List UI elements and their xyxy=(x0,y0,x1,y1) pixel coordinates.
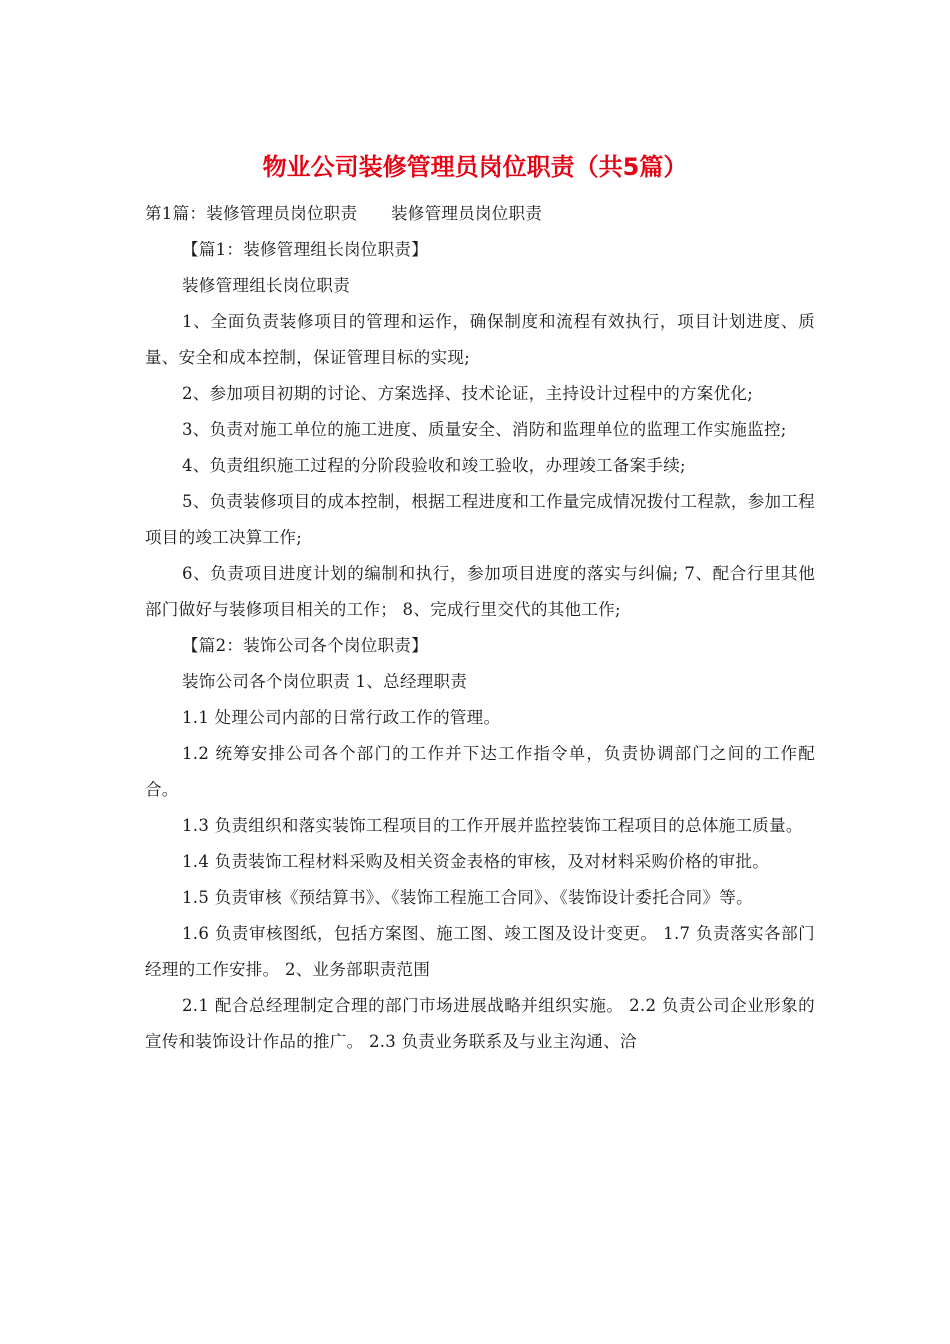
paragraph: 装修管理组长岗位职责 xyxy=(182,276,350,295)
paragraph: 1.3 负责组织和落实装饰工程项目的工作开展并监控装饰工程项目的总体施工质量。 xyxy=(182,816,803,835)
paragraph-heading: 【篇2：装饰公司各个岗位职责】 xyxy=(182,636,428,655)
paragraph: 1、全面负责装修项目的管理和运作，确保制度和流程有效执行，项目计划进度、质量、安全和成本控制，保证管理目标的实现; xyxy=(145,312,815,367)
paragraph: 第1篇：装修管理员岗位职责 装修管理员岗位职责 xyxy=(145,204,543,223)
paragraph: 6、负责项目进度计划的编制和执行，参加项目进度的落实与纠偏; 7、配合行里其他部门做好与装修项目相关的工作； 8、完成行里交代的其他工作; xyxy=(145,564,815,619)
paragraph: 1.2 统筹安排公司各个部门的工作并下达工作指令单，负责协调部门之间的工作配合。 xyxy=(145,744,815,799)
paragraph: 装饰公司各个岗位职责 1、总经理职责 xyxy=(182,672,468,691)
document-body xyxy=(145,196,815,1060)
paragraph: 2.1 配合总经理制定合理的部门市场进展战略并组织实施。 2.2 负责公司企业形象的宣传和装饰设计作品的推广。 2.3 负责业务联系及与业主沟通、洽 xyxy=(145,996,815,1051)
paragraph: 1.5 负责审核《预结算书》、《装饰工程施工合同》、《装饰设计委托合同》等。 xyxy=(182,888,753,907)
paragraph: 1.1 处理公司内部的日常行政工作的管理。 xyxy=(182,708,501,727)
paragraph-heading: 【篇1：装修管理组长岗位职责】 xyxy=(182,240,428,259)
paragraph: 3、负责对施工单位的施工进度、质量安全、消防和监理单位的监理工作实施监控; xyxy=(182,420,787,439)
document-title: 物业公司装修管理员岗位职责（共5篇） xyxy=(262,153,688,181)
paragraph: 1.6 负责审核图纸，包括方案图、施工图、竣工图及设计变更。 1.7 负责落实各部门经理的工作安排。 2、业务部职责范围 xyxy=(145,924,815,979)
paragraph: 5、负责装修项目的成本控制，根据工程进度和工作量完成情况拨付工程款，参加工程项目的竣工决算工作; xyxy=(145,492,815,547)
paragraph: 1.4 负责装饰工程材料采购及相关资金表格的审核，及对材料采购价格的审批。 xyxy=(182,852,770,871)
paragraph: 4、负责组织施工过程的分阶段验收和竣工验收，办理竣工备案手续; xyxy=(182,456,686,475)
paragraph: 2、参加项目初期的讨论、方案选择、技术论证，主持设计过程中的方案优化; xyxy=(182,384,754,403)
